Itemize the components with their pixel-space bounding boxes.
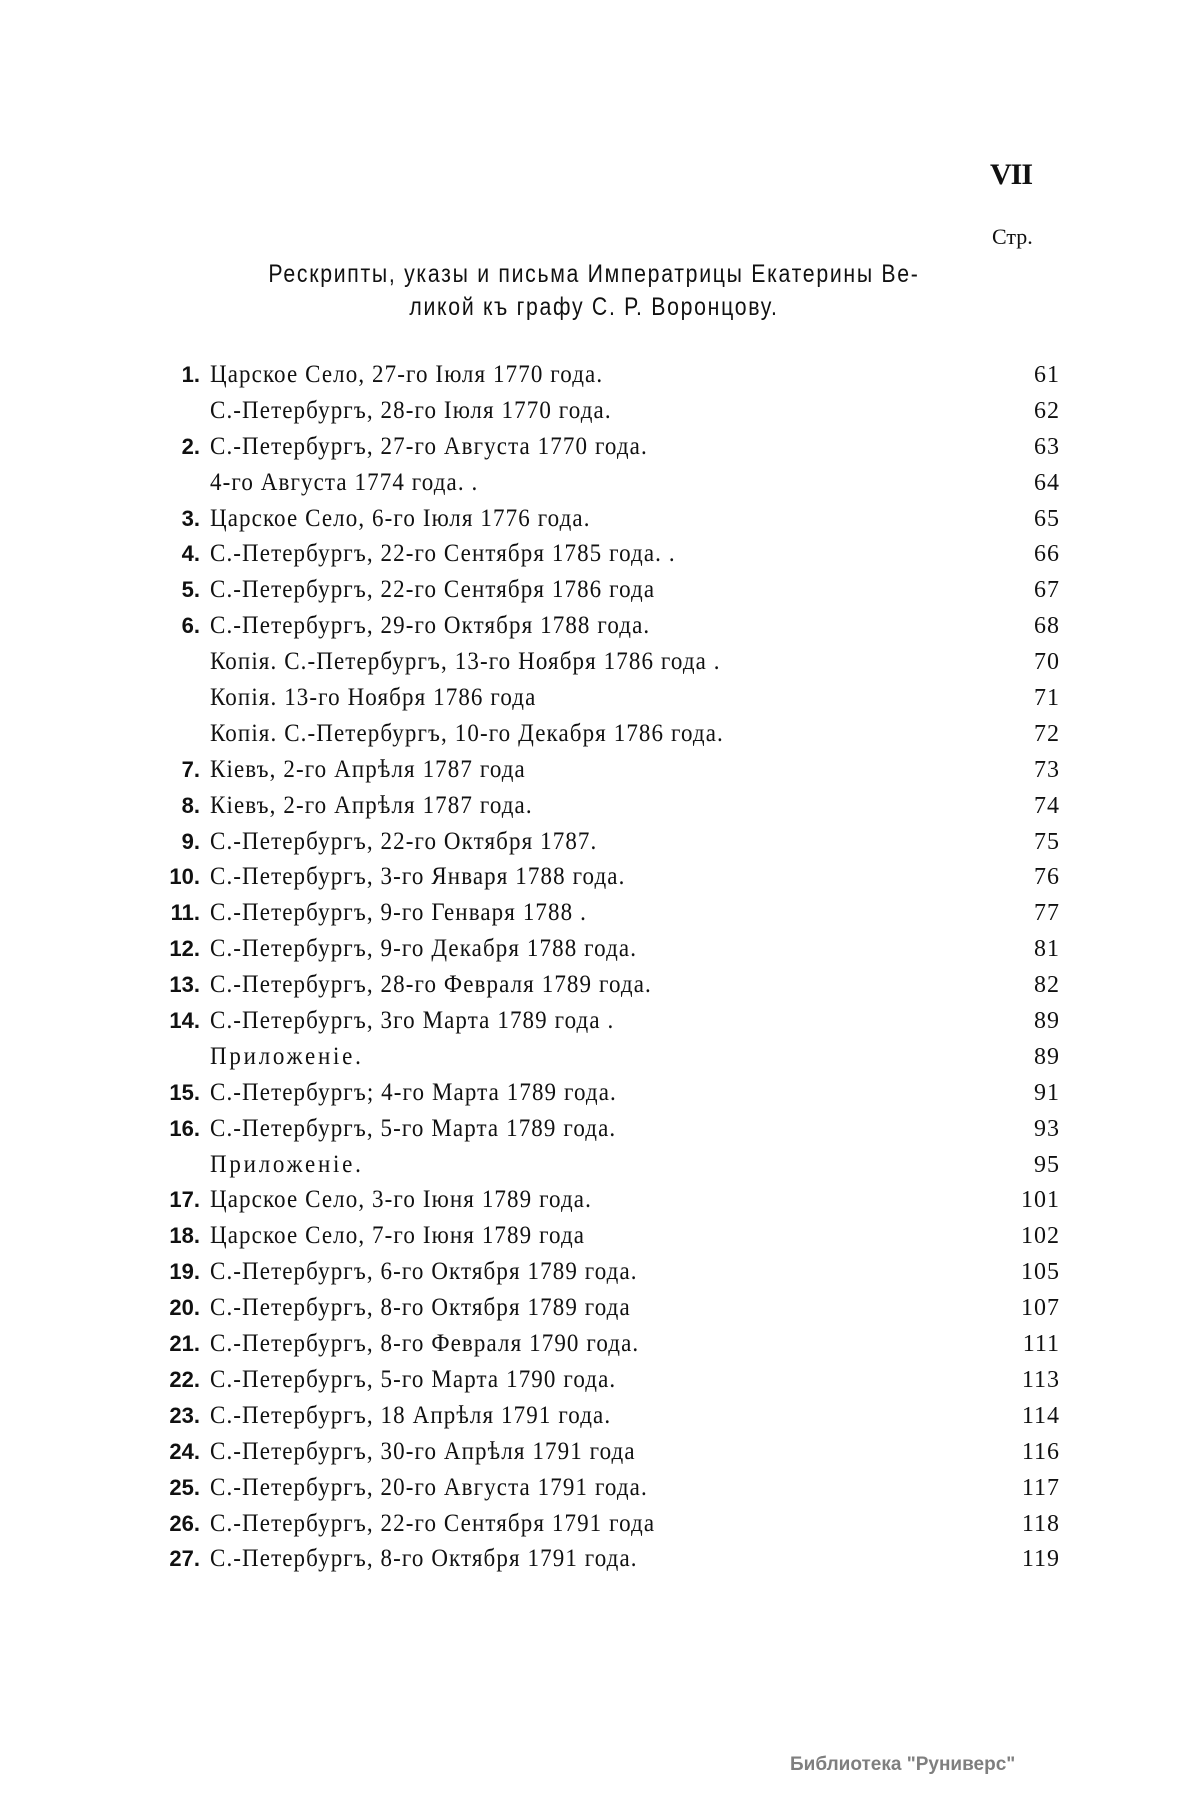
toc-entry	[0, 1365, 1200, 1401]
toc-entry-page: 65	[1034, 505, 1060, 532]
toc-entry-page: 74	[1034, 792, 1060, 819]
toc-entry-number: 1.	[181, 362, 200, 387]
table-of-contents	[0, 360, 1200, 1580]
toc-entry	[0, 611, 1200, 647]
toc-entry	[0, 898, 1200, 934]
section-heading-line-2: ликой къ графу С. Р. Воронцову.	[409, 293, 779, 321]
toc-entry-page: 89	[1034, 1043, 1060, 1070]
toc-entry-page: 67	[1034, 577, 1060, 604]
toc-entry-number: 6.	[181, 613, 200, 639]
toc-entry-title: С.-Петербургъ, 18 Апрѣля 1791 года.	[210, 1401, 612, 1429]
toc-entry-page: 64	[1034, 469, 1060, 496]
toc-entry	[0, 575, 1200, 611]
toc-entry	[0, 1401, 1200, 1437]
section-heading-line-1: Рескрипты, указы и письма Императрицы Екатерины Ве-	[268, 260, 920, 288]
toc-entry	[0, 1006, 1200, 1042]
toc-entry-title: С.-Петербургъ, 8-го Октября 1789 года	[210, 1294, 631, 1322]
toc-entry-title: С.-Петербургъ, 5-го Марта 1790 года.	[210, 1365, 617, 1393]
toc-entry-title: 4-го Августа 1774 года. .	[210, 468, 479, 496]
toc-entry	[0, 1221, 1200, 1257]
toc-entry-number: 25.	[169, 1474, 200, 1500]
toc-entry-title: Царское Село, 3-го Іюня 1789 года.	[210, 1186, 592, 1214]
toc-entry-page: 73	[1034, 756, 1060, 783]
toc-entry-number: 14.	[169, 1008, 200, 1034]
toc-entry	[0, 1185, 1200, 1221]
toc-entry-number: 5.	[181, 577, 200, 603]
toc-entry-number: 20.	[169, 1295, 200, 1321]
toc-entry	[0, 755, 1200, 791]
toc-entry-page: 75	[1034, 828, 1060, 855]
toc-entry-title: Кіевъ, 2-го Апрѣля 1787 года.	[210, 791, 533, 819]
toc-entry-page: 107	[1021, 1295, 1060, 1322]
toc-entry	[0, 1150, 1200, 1186]
toc-entry-page: 89	[1034, 1008, 1060, 1035]
toc-entry	[0, 1257, 1200, 1293]
toc-entry-page: 95	[1034, 1151, 1060, 1178]
toc-entry-page: 61	[1034, 362, 1060, 388]
toc-entry-number: 2.	[181, 433, 200, 459]
toc-entry	[0, 1473, 1200, 1509]
toc-entry-page: 113	[1021, 1366, 1060, 1393]
toc-entry-title: С.-Петербургъ, 9-го Декабря 1788 года.	[210, 935, 638, 963]
toc-entry	[0, 1042, 1200, 1078]
toc-entry-title: С.-Петербургъ; 4-го Марта 1789 года.	[210, 1078, 617, 1106]
toc-entry-page: 116	[1021, 1438, 1060, 1465]
toc-entry-title: Кіевъ, 2-го Апрѣля 1787 года	[210, 755, 526, 783]
toc-entry-title: Царское Село, 7-го Іюня 1789 года	[210, 1222, 586, 1250]
toc-entry-page: 119	[1021, 1546, 1060, 1573]
toc-entry-title: Приложеніе.	[210, 1150, 364, 1178]
toc-entry-title: Царское Село, 27-го Іюля 1770 года.	[210, 361, 604, 388]
toc-entry-number: 18.	[169, 1223, 200, 1249]
toc-entry-number: 11.	[170, 900, 200, 926]
toc-entry	[0, 1329, 1200, 1365]
toc-entry-page: 105	[1021, 1259, 1060, 1286]
toc-entry	[0, 1544, 1200, 1580]
toc-entry-number: 8.	[181, 792, 200, 818]
toc-entry-title: С.-Петербургъ, 3го Марта 1789 года .	[210, 1007, 615, 1035]
toc-entry-title: Копія. С.-Петербургъ, 10-го Декабря 1786 года.	[210, 719, 724, 747]
toc-entry-page: 111	[1022, 1331, 1060, 1358]
toc-entry-page: 68	[1034, 613, 1060, 640]
toc-entry-title: С.-Петербургъ, 8-го Октября 1791 года.	[210, 1545, 638, 1573]
toc-entry-page: 70	[1034, 649, 1060, 676]
toc-entry	[0, 432, 1200, 468]
toc-entry-page: 114	[1021, 1402, 1060, 1429]
toc-entry	[0, 504, 1200, 540]
toc-entry-page: 77	[1034, 900, 1060, 927]
toc-entry	[0, 1509, 1200, 1545]
toc-entry-number: 3.	[181, 505, 200, 531]
toc-entry-number: 23.	[169, 1402, 200, 1428]
toc-entry	[0, 719, 1200, 755]
toc-entry	[0, 539, 1200, 575]
toc-entry-number: 24.	[169, 1438, 200, 1464]
toc-entry	[0, 647, 1200, 683]
toc-entry	[0, 791, 1200, 827]
toc-entry	[0, 468, 1200, 504]
toc-entry-page: 66	[1034, 541, 1060, 568]
toc-entry-number: 13.	[169, 972, 200, 998]
toc-entry	[0, 1114, 1200, 1150]
toc-entry-page: 63	[1034, 433, 1060, 460]
toc-entry-title: С.-Петербургъ, 3-го Января 1788 года.	[210, 863, 626, 891]
toc-entry-page: 93	[1034, 1115, 1060, 1142]
toc-entry-title: С.-Петербургъ, 22-го Сентября 1786 года	[210, 576, 656, 604]
toc-entry-page: 76	[1034, 864, 1060, 891]
page-folio-number: VII	[990, 158, 1033, 191]
toc-entry-number: 22.	[169, 1366, 200, 1392]
toc-entry-number: 17.	[169, 1187, 200, 1213]
toc-entry-title: С.-Петербургъ, 28-го Іюля 1770 года.	[210, 396, 612, 424]
toc-entry-title: Копія. С.-Петербургъ, 13-го Ноября 1786 года .	[210, 648, 721, 676]
toc-entry-number: 9.	[181, 828, 200, 854]
toc-entry	[0, 827, 1200, 863]
toc-entry-number: 15.	[169, 1079, 200, 1105]
toc-entry-page: 72	[1034, 720, 1060, 747]
toc-entry-page: 82	[1034, 972, 1060, 999]
toc-entry	[0, 1293, 1200, 1329]
toc-entry-number: 10.	[169, 864, 200, 890]
toc-entry-title: Приложеніе.	[210, 1042, 364, 1070]
toc-entry-number: 21.	[169, 1331, 200, 1357]
toc-entry-page: 81	[1034, 936, 1060, 963]
toc-entry	[0, 1078, 1200, 1114]
toc-entry-title: С.-Петербургъ, 9-го Генваря 1788 .	[210, 899, 587, 927]
toc-entry-page: 118	[1021, 1510, 1060, 1537]
toc-entry-page: 62	[1034, 397, 1060, 424]
toc-entry-page: 117	[1021, 1474, 1060, 1501]
toc-entry-title: С.-Петербургъ, 22-го Сентября 1791 года	[210, 1509, 656, 1537]
toc-entry-title: Копія. 13-го Ноября 1786 года	[210, 684, 537, 712]
toc-entry	[0, 934, 1200, 970]
toc-entry	[0, 970, 1200, 1006]
toc-entry-title: Царское Село, 6-го Іюля 1776 года.	[210, 504, 591, 532]
toc-entry-page: 101	[1021, 1187, 1060, 1214]
toc-entry-title: С.-Петербургъ, 30-го Апрѣля 1791 года	[210, 1437, 636, 1465]
toc-entry-number: 27.	[169, 1546, 200, 1572]
toc-entry	[0, 396, 1200, 432]
toc-entry-title: С.-Петербургъ, 6-го Октября 1789 года.	[210, 1258, 638, 1286]
library-watermark: Библиотека "Руниверс"	[790, 1754, 1016, 1775]
toc-entry-page: 71	[1034, 685, 1060, 712]
toc-entry-number: 26.	[169, 1510, 200, 1536]
toc-entry	[0, 683, 1200, 719]
toc-entry-title: С.-Петербургъ, 5-го Марта 1789 года.	[210, 1114, 617, 1142]
toc-entry-title: С.-Петербургъ, 8-го Февраля 1790 года.	[210, 1330, 640, 1358]
toc-entry	[0, 360, 1200, 396]
toc-entry-title: С.-Петербургъ, 22-го Октября 1787.	[210, 827, 598, 855]
toc-entry-title: С.-Петербургъ, 20-го Августа 1791 года.	[210, 1473, 648, 1501]
toc-entry-title: С.-Петербургъ, 27-го Августа 1770 года.	[210, 432, 648, 460]
toc-entry	[0, 862, 1200, 898]
toc-entry-page: 102	[1021, 1223, 1060, 1250]
toc-entry-number: 7.	[181, 756, 200, 782]
page-column-header: Стр.	[992, 224, 1033, 249]
toc-entry-number: 12.	[169, 936, 200, 962]
toc-entry-page: 91	[1034, 1079, 1060, 1106]
toc-entry-number: 16.	[169, 1115, 200, 1141]
toc-entry-title: С.-Петербургъ, 22-го Сентября 1785 года. .	[210, 540, 676, 568]
toc-entry-title: С.-Петербургъ, 28-го Февраля 1789 года.	[210, 971, 652, 999]
toc-entry-number: 4.	[181, 541, 200, 567]
toc-entry-number: 19.	[169, 1259, 200, 1285]
toc-entry-title: С.-Петербургъ, 29-го Октября 1788 года.	[210, 612, 651, 640]
toc-entry	[0, 1437, 1200, 1473]
